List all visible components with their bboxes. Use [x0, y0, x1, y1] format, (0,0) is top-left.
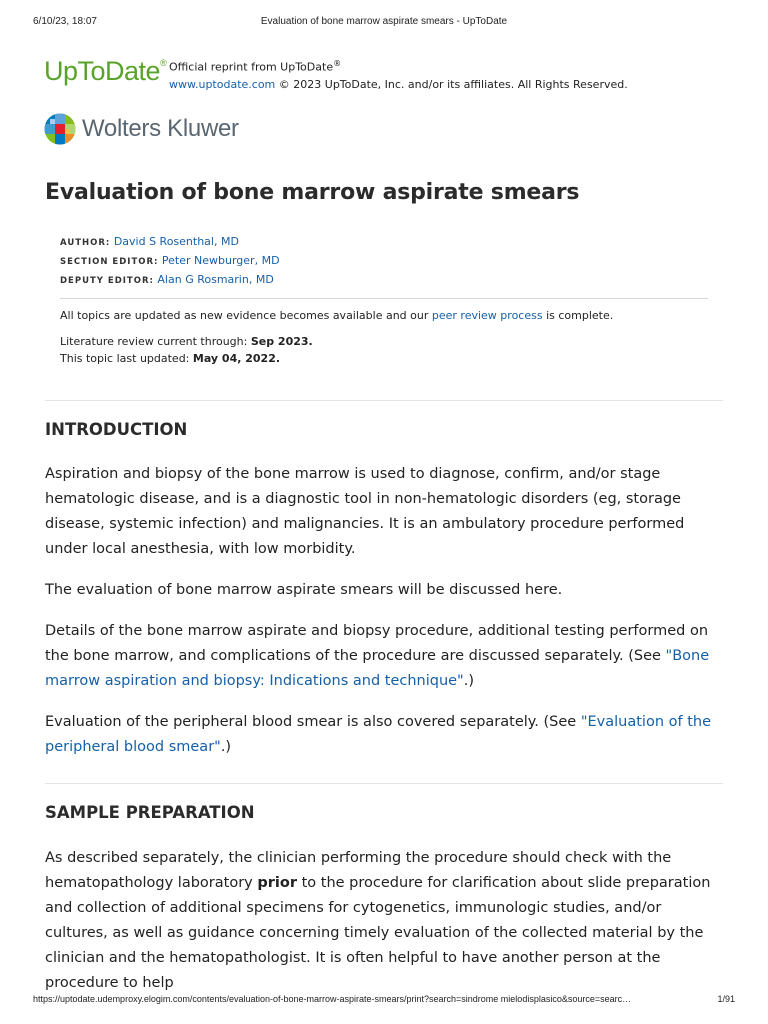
update-note-end: is complete.	[542, 309, 614, 322]
last-updated-line	[60, 350, 708, 367]
sample-preparation-heading: SAMPLE PREPARATION	[45, 803, 255, 822]
intro-p4-text: Evaluation of the peripheral blood smear is also covered separately. (See	[45, 714, 581, 730]
print-header	[33, 16, 735, 30]
intro-paragraph-1: Aspiration and biopsy of the bone marrow is used to diagnose, confirm, and/or stage hematologic disease, and is a diagnostic tool in non-hematologic disorders (eg, storage disease, systemic infection) and malignancies. It is an ambulatory procedure performed under local anesthesia, with low morbidity.	[45, 466, 685, 557]
publisher-name: Wolters Kluwer	[82, 115, 239, 142]
deputy-editor-label: DEPUTY EDITOR:	[60, 276, 154, 286]
section-editor-label: SECTION EDITOR:	[60, 257, 159, 267]
print-url: https://uptodate.udemproxy.elogim.com/contents/evaluation-of-bone-marrow-aspirate-smears/print?search=sindrome mielodisplasico&source=searc…	[33, 994, 632, 1004]
sample-prep-bold: prior	[257, 875, 297, 891]
wolters-kluwer-logo	[44, 112, 239, 146]
uptodate-site-link[interactable]: www.uptodate.com	[169, 77, 276, 91]
uptodate-logo-text: UpToDate	[44, 56, 161, 86]
author-row	[60, 233, 708, 252]
registered-mark: ®	[160, 58, 167, 68]
section-editor-link[interactable]: Peter Newburger, MD	[161, 254, 280, 267]
section-divider	[45, 400, 723, 401]
intro-p3-end: .)	[463, 673, 475, 689]
update-note-text: All topics are updated as new evidence becomes available and our	[60, 309, 432, 322]
introduction-heading: INTRODUCTION	[45, 420, 188, 439]
article-meta	[60, 233, 708, 367]
intro-p3-text: Details of the bone marrow aspirate and biopsy procedure, additional testing performed on the bone marrow, and complications of the procedure are discussed separately. (See	[45, 623, 709, 664]
intro-p4-end: .)	[220, 739, 232, 755]
intro-paragraph-4	[45, 710, 725, 760]
intro-paragraph-2: The evaluation of bone marrow aspirate smears will be discussed here.	[45, 582, 563, 598]
sample-prep-paragraph-1	[45, 846, 725, 996]
page-number: 1/91	[717, 994, 735, 1004]
print-datetime: 6/10/23, 18:07	[33, 16, 97, 27]
peer-review-link[interactable]: peer review process	[431, 309, 543, 322]
author-link[interactable]: David S Rosenthal, MD	[113, 235, 239, 248]
page-title: Evaluation of bone marrow aspirate smears	[45, 180, 580, 205]
peripheral-blood-smear-link[interactable]: "Evaluation of the peripheral blood smear"	[45, 714, 711, 755]
last-updated-value: May 04, 2022.	[192, 352, 281, 365]
section-divider	[45, 783, 723, 784]
reprint-notice	[169, 55, 628, 93]
reprint-registered-mark: ®	[333, 59, 342, 68]
deputy-editor-row	[60, 271, 708, 290]
update-note	[60, 307, 708, 324]
author-label: AUTHOR:	[60, 238, 111, 248]
sample-prep-text-end: to the procedure for clarification about slide preparation and collection of additional specimens for cytogenetics, immunologic studies, and/or cultures, as well as guidance concerning timely evaluation of the collected material by the clinician and the hematopathologist. It is often helpful to have another person at the procedure to help	[45, 875, 711, 991]
deputy-editor-link[interactable]: Alan G Rosmarin, MD	[157, 273, 274, 286]
lit-review-value: Sep 2023.	[250, 335, 313, 348]
copyright-text: © 2023 UpToDate, Inc. and/or its affiliates. All Rights Reserved.	[275, 77, 628, 91]
lit-review-line	[60, 333, 708, 350]
uptodate-logo[interactable]	[44, 52, 166, 86]
sample-prep-text: As described separately, the clinician performing the procedure should check with the hematopathology laboratory	[45, 850, 672, 891]
lit-review-label: Literature review current through:	[60, 335, 251, 348]
section-editor-row	[60, 252, 708, 271]
meta-divider	[60, 298, 708, 299]
bone-marrow-aspiration-link[interactable]: "Bone marrow aspiration and biopsy: Indications and technique"	[45, 648, 710, 689]
intro-paragraph-3	[45, 619, 725, 694]
last-updated-label: This topic last updated:	[60, 352, 193, 365]
print-doc-title: Evaluation of bone marrow aspirate smears - UpToDate	[260, 16, 508, 27]
reprint-line: Official reprint from UpToDate	[169, 60, 334, 74]
wolters-kluwer-mosaic-icon	[44, 113, 76, 145]
print-footer	[33, 994, 735, 1006]
